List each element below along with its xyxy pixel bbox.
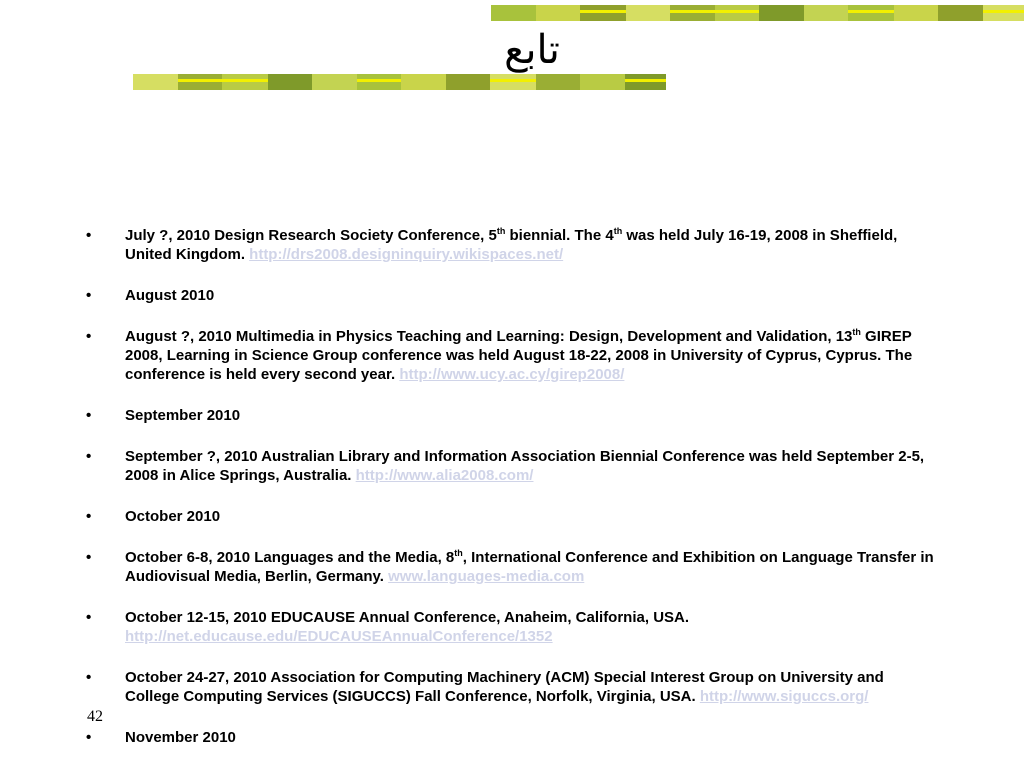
stripe-segment (357, 74, 401, 90)
text-run: July ?, 2010 Design Research Society Conference, 5 (125, 227, 497, 244)
stripe-segment (178, 74, 222, 90)
bullet-marker: • (86, 508, 92, 525)
text-run: September ?, 2010 Australian Library and Information Association Biennial Conference was held September 2-5, 2008 in Alice Springs, Australia. (125, 448, 925, 484)
page-title: تابع (504, 27, 560, 73)
ordinal-suffix: th (496, 226, 506, 236)
stripe-segment (491, 5, 536, 21)
bullet-marker: • (86, 407, 92, 424)
page-number: 42 (87, 708, 103, 725)
text-run: GIREP 2008, Learning in Science Group conference was held August 18-22, 2008 in University of Cyprus, Cyprus. The conference is held every second year. (125, 328, 913, 383)
stripe-segment (133, 74, 178, 90)
bullet-marker: • (86, 448, 92, 465)
list-item (86, 548, 936, 586)
text-run: October 12-15, 2010 EDUCAUSE Annual Conference, Anaheim, California, USA. (125, 609, 690, 626)
list-item-text (125, 548, 936, 586)
stripe-segment (625, 74, 666, 90)
hyperlink[interactable]: http://net.educause.edu/EDUCAUSEAnnualConference/1352 (125, 628, 553, 645)
bullet-marker: • (86, 328, 92, 345)
text-run: September 2010 (125, 407, 241, 424)
bullet-marker: • (86, 609, 92, 626)
decorative-stripe-bottom (133, 74, 666, 90)
stripe-segment (894, 5, 938, 21)
stripe-segment (983, 5, 1024, 21)
ordinal-suffix: th (852, 327, 861, 337)
bullet-marker: • (86, 729, 92, 746)
hyperlink[interactable]: http://www.ucy.ac.cy/girep2008/ (399, 366, 625, 383)
list-item (86, 728, 936, 747)
stripe-segment (536, 74, 580, 90)
stripe-segment (536, 5, 580, 21)
bullet-marker: • (86, 287, 92, 304)
text-run: August 2010 (125, 287, 215, 304)
list-item-text (125, 406, 936, 425)
list-item (86, 608, 936, 646)
bullet-marker: • (86, 669, 92, 686)
stripe-segment (446, 74, 490, 90)
text-run: November 2010 (125, 729, 236, 746)
stripe-segment (580, 5, 626, 21)
text-run: October 6-8, 2010 Languages and the Media, 8 (125, 549, 455, 566)
bullet-marker: • (86, 549, 92, 566)
text-run: October 2010 (125, 508, 221, 525)
list-item (86, 327, 936, 384)
stripe-segment (759, 5, 804, 21)
stripe-segment (490, 74, 536, 90)
list-item (86, 286, 936, 305)
stripe-segment (626, 5, 670, 21)
list-item (86, 226, 936, 264)
list-item (86, 507, 936, 526)
stripe-segment (268, 74, 312, 90)
text-run: biennial. The 4 (505, 227, 614, 244)
ordinal-suffix: th (613, 226, 623, 236)
hyperlink[interactable]: www.languages-media.com (388, 568, 585, 585)
hyperlink[interactable]: http://drs2008.designinquiry.wikispaces.net/ (249, 246, 564, 263)
ordinal-suffix: th (454, 548, 463, 558)
list-item (86, 406, 936, 425)
list-item-text (125, 668, 936, 706)
list-item-text (125, 608, 936, 646)
stripe-segment (222, 74, 268, 90)
list-item-text (125, 507, 936, 526)
list-item (86, 447, 936, 485)
text-run: October 24-27, 2010 Association for Computing Machinery (ACM) Special Interest Group on University and College Computing Services (SIGUCCS) Fall Conference, Norfolk, Virginia, USA. (125, 669, 884, 705)
text-run: August ?, 2010 Multimedia in Physics Teaching and Learning: Design, Development and Validation, 13 (125, 328, 853, 345)
list-item-text (125, 327, 936, 384)
bullet-list (86, 226, 936, 769)
stripe-segment (312, 74, 357, 90)
list-item (86, 668, 936, 706)
list-item-text (125, 447, 936, 485)
stripe-segment (804, 5, 848, 21)
stripe-segment (670, 5, 715, 21)
text-run: , International Conference and Exhibition on Language Transfer in Audiovisual Media, Berlin, Germany. (125, 549, 934, 585)
stripe-segment (580, 74, 625, 90)
hyperlink[interactable]: http://www.siguccs.org/ (699, 688, 869, 705)
decorative-stripe-top (491, 5, 1024, 21)
stripe-segment (401, 74, 446, 90)
stripe-segment (715, 5, 759, 21)
text-run: was held July 16-19, 2008 in Sheffield, United Kingdom. (125, 227, 898, 263)
list-item-text (125, 286, 936, 305)
stripe-segment (848, 5, 894, 21)
list-item-text (125, 226, 936, 264)
list-item-text (125, 728, 936, 747)
stripe-segment (938, 5, 983, 21)
hyperlink[interactable]: http://www.alia2008.com/ (355, 467, 534, 484)
bullet-marker: • (86, 227, 92, 244)
